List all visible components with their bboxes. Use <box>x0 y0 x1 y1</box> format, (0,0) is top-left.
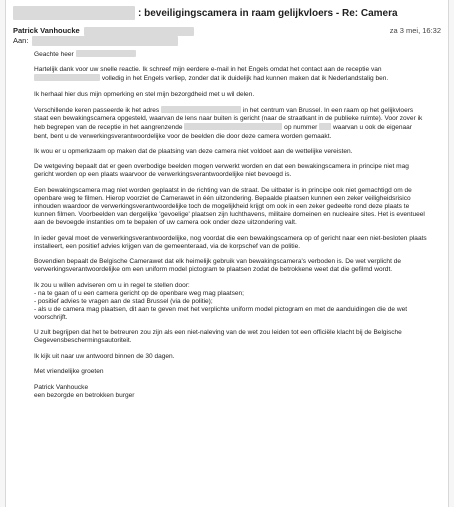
redacted-address <box>161 106 241 113</box>
subject-bar <box>6 0 448 26</box>
paragraph-1 <box>34 66 428 83</box>
closing: Met vriendelijke groeten <box>34 368 104 376</box>
advice-item: - positief advies te vragen aan de stad Brussel (via de politie); <box>34 297 213 305</box>
paragraph-5: De wetgeving bepaalt dat er geen overbodige beelden mogen verwerkt worden en dat een bewakingscamera in principe niet mag gericht worden op een plaats waarvoor de verwerkingsverantwoordelijke niet bevoegd is. <box>34 163 409 179</box>
sender-name[interactable]: Patrick Vanhoucke <box>13 26 80 35</box>
paragraph-10: U zult begrijpen dat het te betreuren zou zijn als een niet-naleving van de wet zou leiden tot een officiële klacht bij de Belgische Gegevensbeschermingsautoriteit. <box>34 329 402 345</box>
signature-name: Patrick Vanhoucke <box>34 383 89 391</box>
paragraph-3 <box>34 106 428 140</box>
paragraph-11: Ik kijk uit naar uw antwoord binnen de 30 dagen. <box>34 352 175 360</box>
email-body <box>6 46 448 400</box>
email-date: za 3 mei, 16:32 <box>389 26 441 35</box>
signature-title: een bezorgde en betrokken burger <box>34 391 135 399</box>
greeting: Geachte heer <box>34 51 74 58</box>
paragraph-8: Bovendien bepaalt de Belgische Camerawet dat elk heimelijk gebruik van bewakingscamera's verboden is. De wet verplicht de verwerkingsverantwoordelijke om een uniform model pictogram te plaatsen zodat de betrokkene weet dat die gefilmd wordt. <box>34 258 401 274</box>
redacted-recipient[interactable] <box>32 36 178 46</box>
advice-intro: Ik zou u willen adviseren om u in regel te stellen door: <box>34 281 190 289</box>
advice-item: - na te gaan of u een camera gericht op de openbare weg mag plaatsen; <box>34 289 245 297</box>
advice-item: - als u de camera mag plaatsen, dit aan te geven met het verplichte uniform model pictogram en met de aanduidingen die de wet voorschrijft. <box>34 305 408 321</box>
paragraph-1-text-c: volledig in het Engels verliep, zonder dat ik duidelijk had kunnen maken dat ik Nederlandstalig ben. <box>101 75 389 83</box>
from-row <box>13 26 441 36</box>
paragraph-1-text-b: van <box>370 66 382 74</box>
signature <box>34 384 428 400</box>
paragraph-9 <box>34 282 428 322</box>
redacted-sender-block <box>13 6 135 20</box>
redacted-number <box>319 123 331 130</box>
email-subject: : beveiligingscamera in raam gelijkvloers - Re: Camera <box>138 7 398 19</box>
paragraph-3-text-c: op nummer <box>284 124 318 132</box>
paragraph-1-text-a: Hartelijk dank voor uw snelle reactie. Ik schreef mijn eerdere e-mail in het Engels omdat het contact aan de receptie <box>34 66 370 74</box>
paragraph-2: Ik herhaal hier dus mijn opmerking en stel mijn bezorgdheid met u wil delen. <box>34 90 255 98</box>
email-window <box>5 0 449 507</box>
to-label: Aan: <box>13 36 29 45</box>
redacted-name <box>76 50 136 57</box>
redacted-hotel-name <box>34 74 100 81</box>
paragraph-4: Ik wou er u opmerkzaam op maken dat de plaatsing van deze camera niet voldoet aan de wettelijke vereisten. <box>34 147 353 155</box>
paragraph-3-text-d: waarvan u ook de eigenaar bent, bent u de verwerkingsverantwoordelijke voor de beelden die door deze camera worden gemaakt. <box>34 124 412 140</box>
paragraph-6: Een bewakingscamera mag niet worden geplaatst in de richting van de straat. De uitbater is in principe ook niet gemachtigd om de openbare weg te filmen. Hierop voorziet de Camerawet in één uitzondering. Bepaalde plaatsen kunnen een zeker veiligheidsrisico inhouden waardoor de verwerkingsverantwoordelijke toch de mogelijkheid krijgt om ook in een zeker gedeelte rond deze plaats te kunnen filmen. Voorbeelden van dergelijke 'gevoelige' plaatsen zijn luchthavens, militaire domeinen en nucleaire sites. Het is eventueel aan de bevoegde instanties om te bepalen of uw camera ook onder deze uitzondering valt. <box>34 186 425 227</box>
paragraph-3-text-b: in het centrum van Brussel. In een raam op het gelijkvloers staat een bewakingscamera opgesteld, waarvan de lens naar buiten is gericht (naar de straatkant in de publieke ruimte). Voor zover ik heb begrepen van de receptie in het aangrenzende <box>34 107 423 132</box>
redacted-building <box>184 123 282 130</box>
paragraph-7: In ieder geval moet de verwerkingsverantwoordelijke, nog voordat die een bewakingscamera op of gericht naar een niet-besloten plaats installeert, een positief advies krijgen van de gemeenteraad, via de korpschef van de politie. <box>34 234 427 250</box>
email-header <box>6 26 448 46</box>
redacted-sender-email <box>84 27 194 36</box>
greeting-line <box>34 50 428 59</box>
paragraph-3-text-a: Verschillende keren passeerde ik het adres <box>34 107 160 115</box>
to-row <box>13 36 441 46</box>
